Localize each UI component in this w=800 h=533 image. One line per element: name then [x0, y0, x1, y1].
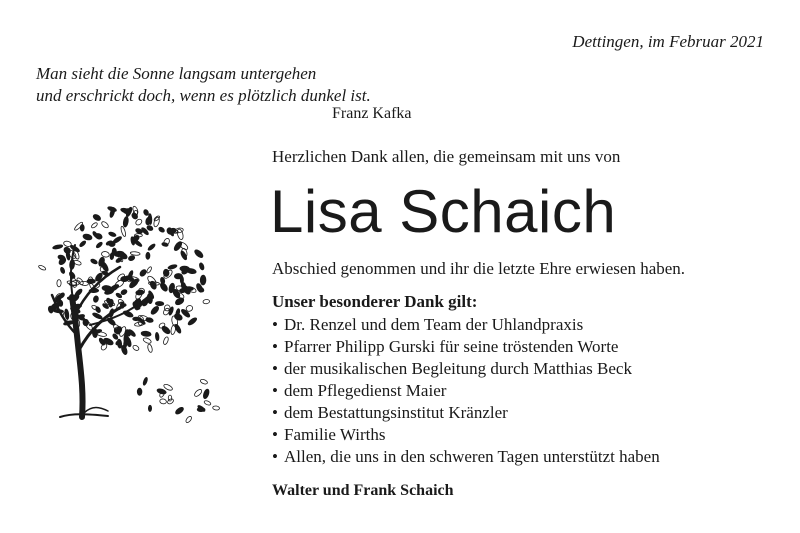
leaf	[38, 264, 47, 270]
list-item-text: der musikalischen Begleitung durch Matthias Beck	[284, 359, 632, 378]
fallen-leaf	[202, 388, 210, 399]
list-item-text: Pfarrer Philipp Gurski für seine tröstenden Worte	[284, 337, 619, 356]
fallen-leaf	[200, 378, 208, 385]
bullet: •	[272, 425, 278, 444]
leaf	[147, 243, 156, 251]
leaf	[159, 282, 169, 293]
leaf	[161, 325, 172, 335]
fallen-leaf	[197, 408, 205, 412]
fallen-leaf	[148, 405, 151, 411]
list-item	[272, 402, 660, 424]
fallen-leaf	[212, 406, 219, 411]
fallen-leaf	[204, 400, 212, 406]
leaf	[168, 264, 178, 270]
leaf	[180, 266, 190, 272]
signature: Walter und Frank Schaich	[272, 482, 454, 499]
quote	[36, 63, 371, 107]
fallen-leaves	[137, 377, 219, 424]
fallen-leaf	[193, 388, 203, 397]
leaf	[90, 258, 98, 265]
list-item	[272, 446, 660, 468]
leaf	[114, 279, 125, 289]
deceased-name: Lisa Schaich	[270, 178, 617, 245]
leaf	[187, 317, 198, 327]
leaf	[155, 301, 164, 305]
fallen-leaf	[174, 406, 184, 415]
bullet: •	[272, 381, 278, 400]
leaf	[68, 271, 76, 279]
leaf	[57, 280, 61, 287]
list-item-text: Familie Wirths	[284, 425, 386, 444]
leaf	[173, 313, 183, 322]
tree-leaves	[38, 206, 210, 356]
leaf	[92, 231, 98, 238]
leaf	[139, 268, 148, 277]
leaf	[141, 331, 152, 337]
leaf	[120, 226, 126, 237]
leaf	[168, 306, 174, 315]
list-item	[272, 336, 660, 358]
leaf	[203, 299, 210, 304]
leaf	[108, 308, 114, 318]
quote-author: Franz Kafka	[332, 105, 412, 122]
leaf	[101, 221, 110, 229]
list-item	[272, 314, 660, 336]
bullet: •	[272, 359, 278, 378]
place-date: Dettingen, im Februar 2021	[572, 32, 764, 51]
leaf	[92, 213, 101, 221]
leaf	[63, 240, 72, 247]
leaf	[163, 336, 170, 345]
leaf	[60, 267, 66, 274]
leaf	[112, 323, 121, 331]
leaf	[91, 222, 99, 229]
leaf	[52, 244, 63, 250]
leaf	[69, 259, 75, 269]
fallen-leaf	[137, 388, 142, 395]
leaf	[142, 337, 151, 344]
leaf	[89, 289, 99, 293]
bullet: •	[272, 403, 278, 422]
fallen-leaf	[185, 415, 193, 423]
leaf	[193, 248, 204, 258]
leaf	[92, 312, 103, 320]
list-item-text: dem Bestattungsinstitut Kränzler	[284, 403, 508, 422]
leaf	[91, 304, 99, 311]
leaf	[130, 251, 140, 255]
list-item	[272, 380, 660, 402]
leaf	[101, 251, 110, 258]
leaf	[155, 332, 159, 341]
leaf	[80, 224, 84, 231]
thanks-list	[272, 314, 660, 468]
thanks-intro: Herzlichen Dank allen, die gemeinsam mit uns von	[272, 147, 621, 166]
fallen-leaf	[156, 388, 166, 395]
list-item-text: Dr. Renzel und dem Team der Uhlandpraxis	[284, 315, 584, 334]
leaf	[146, 266, 152, 274]
quote-line-2: und erschrickt doch, wenn es plötzlich dunkel ist.	[36, 86, 371, 105]
thanks-heading: Unser besonderer Dank gilt:	[272, 292, 478, 311]
leaf	[79, 240, 87, 247]
leaf	[95, 241, 103, 248]
leaf	[145, 317, 153, 323]
list-item-text: Allen, die uns in den schweren Tagen unterstützt haben	[284, 447, 660, 466]
leaf	[150, 305, 160, 315]
leaf	[199, 262, 205, 270]
leaf	[57, 254, 65, 260]
fallen-leaf	[159, 398, 166, 404]
leaf	[82, 233, 92, 241]
leaf	[128, 255, 136, 262]
leaf	[123, 216, 129, 227]
leaf	[120, 289, 128, 296]
leaf	[174, 274, 182, 279]
leaf	[146, 252, 150, 259]
leaf	[132, 344, 140, 351]
bullet: •	[272, 447, 278, 466]
list-item	[272, 358, 660, 380]
leaf	[108, 231, 116, 237]
fallen-leaf	[142, 377, 148, 386]
leaf	[107, 206, 117, 213]
leaf	[163, 269, 169, 277]
bullet: •	[272, 337, 278, 356]
list-item	[272, 424, 660, 446]
leaf	[178, 241, 189, 251]
leaf	[93, 295, 99, 302]
leaf	[158, 226, 165, 233]
leaf	[147, 344, 153, 353]
leaf	[200, 275, 206, 285]
windblown-tree-icon	[30, 185, 240, 430]
farewell-text: Abschied genommen und ihr die letzte Ehre erwiesen haben.	[272, 259, 686, 278]
leaf	[112, 248, 116, 255]
bullet: •	[272, 315, 278, 334]
leaf	[161, 242, 168, 247]
leaf	[148, 214, 152, 225]
quote-line-1: Man sieht die Sonne langsam untergehen	[36, 64, 317, 83]
list-item-text: dem Pflegedienst Maier	[284, 381, 447, 400]
